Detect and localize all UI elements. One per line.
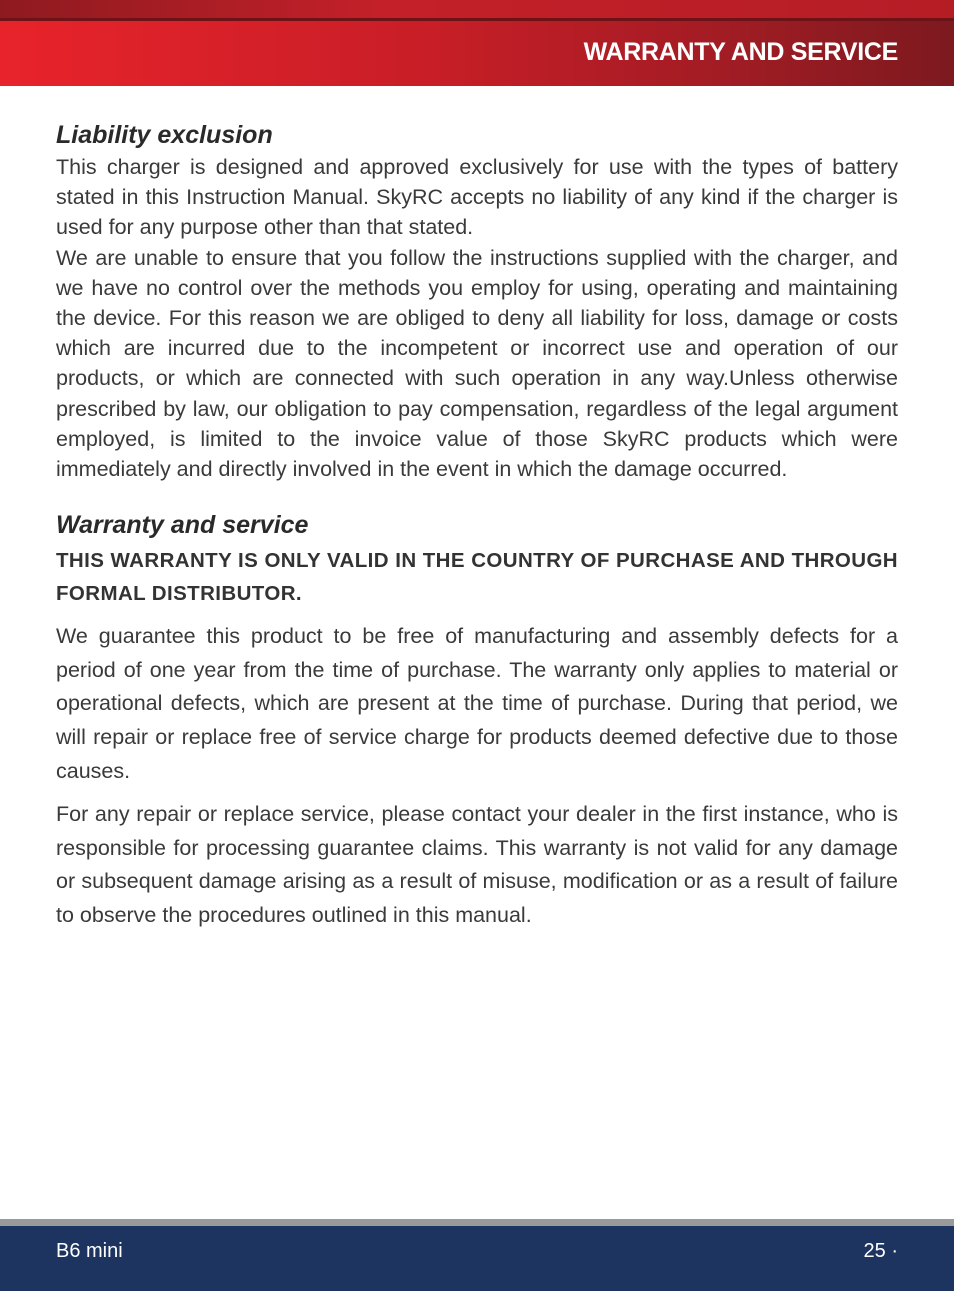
- warranty-paragraph-2: For any repair or replace service, please contact your dealer in the first instance, who is responsible for processing guarantee claims. This warranty is not valid for any damage or subsequent damage arising as a result of misuse, modification or as a result of failure to observe the procedures outlined in this manual.: [56, 802, 898, 927]
- warranty-heading: Warranty and service: [56, 511, 309, 540]
- warranty-paragraph-1: We guarantee this product to be free of manufacturing and assembly defects for a period of one year from the time of purchase. The warranty only applies to material or operational defects, which are present at the time of purchase. During that period, we will repair or replace free of service charge for products deemed defective due to those causes.: [56, 624, 898, 783]
- warranty-section: [56, 508, 898, 932]
- footer-page-number: 25 ·: [863, 1240, 898, 1262]
- header-top-band: [0, 0, 954, 18]
- page-content: [56, 118, 898, 933]
- liability-paragraph-1: This charger is designed and approved exclusively for use with the types of battery stated in this Instruction Manual. SkyRC accepts no liability of any kind if the charger is used for any purpose other than that stated.: [56, 155, 898, 240]
- liability-section: [56, 118, 898, 484]
- warranty-notice: THIS WARRANTY IS ONLY VALID IN THE COUNTRY OF PURCHASE AND THROUGH FORMAL DISTRIBUTOR.: [56, 549, 898, 606]
- liability-paragraph-2: We are unable to ensure that you follow the instructions supplied with the charger, and we have no control over the methods you employ for using, operating and maintaining the device. For this reason we are obliged to deny all liability for loss, damage or costs which are incurred due to the incompetent or incorrect use and operation of our products, or which are connected with such operation in any way.Unless otherwise prescribed by law, our obligation to pay compensation, regardless of the legal argument employed, is limited to the invoice value of those SkyRC products which were immediately and directly involved in the event in which the damage occurred.: [56, 245, 898, 482]
- header-divider: [0, 18, 954, 21]
- page-footer: [0, 1226, 954, 1291]
- page-section-title: WARRANTY AND SERVICE: [583, 38, 898, 66]
- footer-product-name: B6 mini: [56, 1240, 123, 1262]
- page-header-banner: [0, 0, 954, 86]
- liability-heading: Liability exclusion: [56, 121, 273, 149]
- footer-divider: [0, 1219, 954, 1226]
